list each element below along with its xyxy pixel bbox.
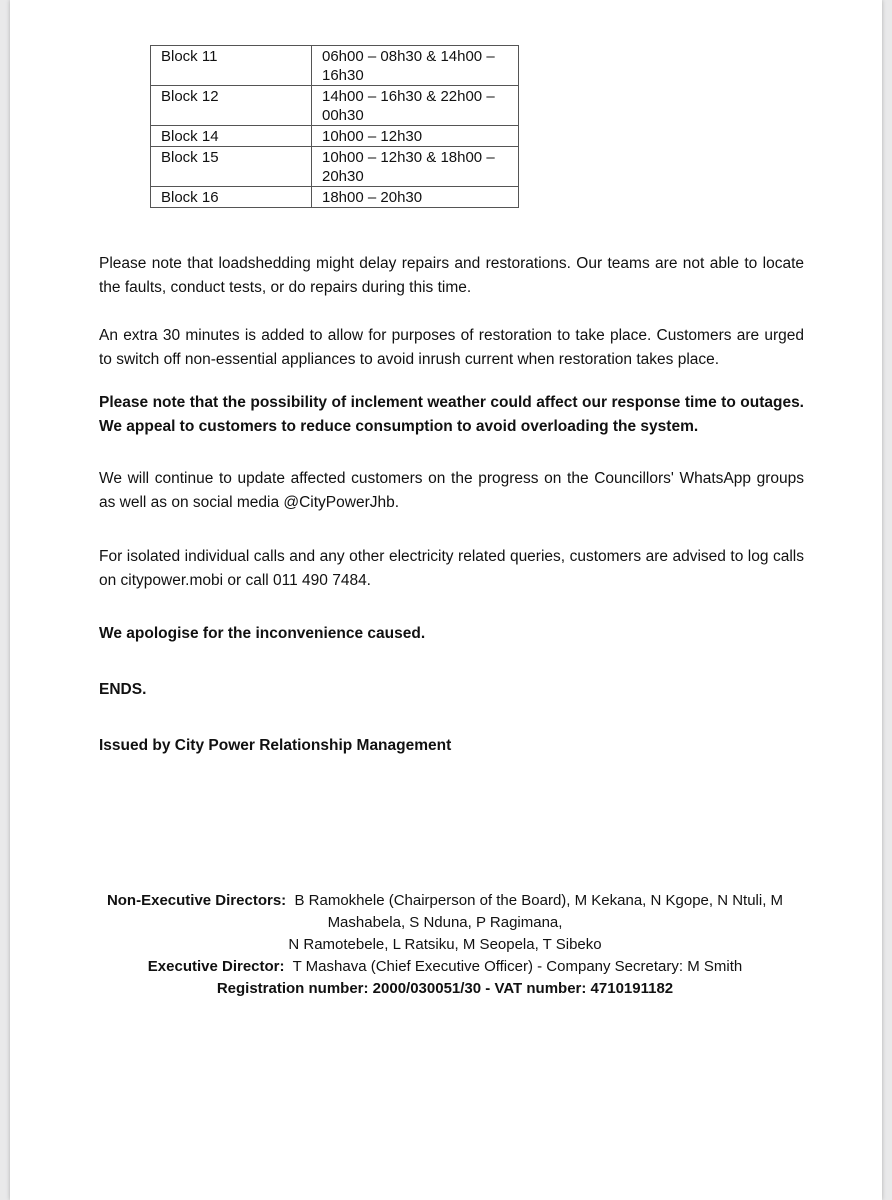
ends-marker: ENDS. [99, 681, 147, 698]
table-row [151, 126, 519, 147]
block-cell: Block 11 [151, 46, 312, 86]
exec-names: T Mashava (Chief Executive Officer) - Company Secretary: M Smith [292, 958, 743, 975]
apology-paragraph: We apologise for the inconvenience caused. [99, 625, 426, 642]
block-cell: Block 16 [151, 187, 312, 208]
updates-paragraph: We will continue to update affected customers on the progress on the Councillors' WhatsApp groups as well as on social media @CityPowerJhb. [99, 470, 804, 511]
queries-paragraph: For isolated individual calls and any other electricity related queries, customers are advised to log calls on citypower.mobi or call 011 490 7484. [99, 548, 804, 589]
non-exec-directors-line [50, 890, 840, 912]
loadshedding-paragraph: Please note that loadshedding might delay repairs and restorations. Our teams are not able to locate the faults, conduct tests, or do repairs during this time. [99, 255, 804, 296]
weather-notice-paragraph: Please note that the possibility of inclement weather could affect our response time to outages. We appeal to customers to reduce consumption to avoid overloading the system. [99, 394, 804, 435]
loadshedding-schedule-table [150, 45, 519, 208]
non-exec-label: Non-Executive Directors: [106, 892, 287, 909]
exec-director-line [50, 956, 840, 978]
document-page [10, 0, 882, 1200]
non-exec-directors-line-2: Mashabela, S Nduna, P Ragimana, [327, 914, 563, 931]
non-exec-directors-line-3: N Ramotebele, L Ratsiku, M Seopela, T Sibeko [288, 936, 602, 953]
company-footer [50, 890, 840, 1000]
times-cell: 10h00 – 12h30 [312, 126, 519, 147]
times-cell: 06h00 – 08h30 & 14h00 – 16h30 [312, 46, 519, 86]
times-cell: 14h00 – 16h30 & 22h00 – 00h30 [312, 86, 519, 126]
table-row [151, 187, 519, 208]
times-cell: 18h00 – 20h30 [312, 187, 519, 208]
times-cell: 10h00 – 12h30 & 18h00 – 20h30 [312, 147, 519, 187]
issued-by-line: Issued by City Power Relationship Management [99, 737, 452, 754]
table-row [151, 147, 519, 187]
table-row [151, 46, 519, 86]
extra-time-paragraph: An extra 30 minutes is added to allow for purposes of restoration to take place. Customers are urged to switch off non-essential appliances to avoid inrush current when restoration takes place. [99, 327, 804, 368]
registration-line: Registration number: 2000/030051/30 - VAT number: 4710191182 [216, 980, 674, 997]
table-row [151, 86, 519, 126]
exec-label: Executive Director: [147, 958, 285, 975]
block-cell: Block 12 [151, 86, 312, 126]
block-cell: Block 14 [151, 126, 312, 147]
block-cell: Block 15 [151, 147, 312, 187]
non-exec-names: B Ramokhele (Chairperson of the Board), M Kekana, N Kgope, N Ntuli, M [294, 892, 784, 909]
